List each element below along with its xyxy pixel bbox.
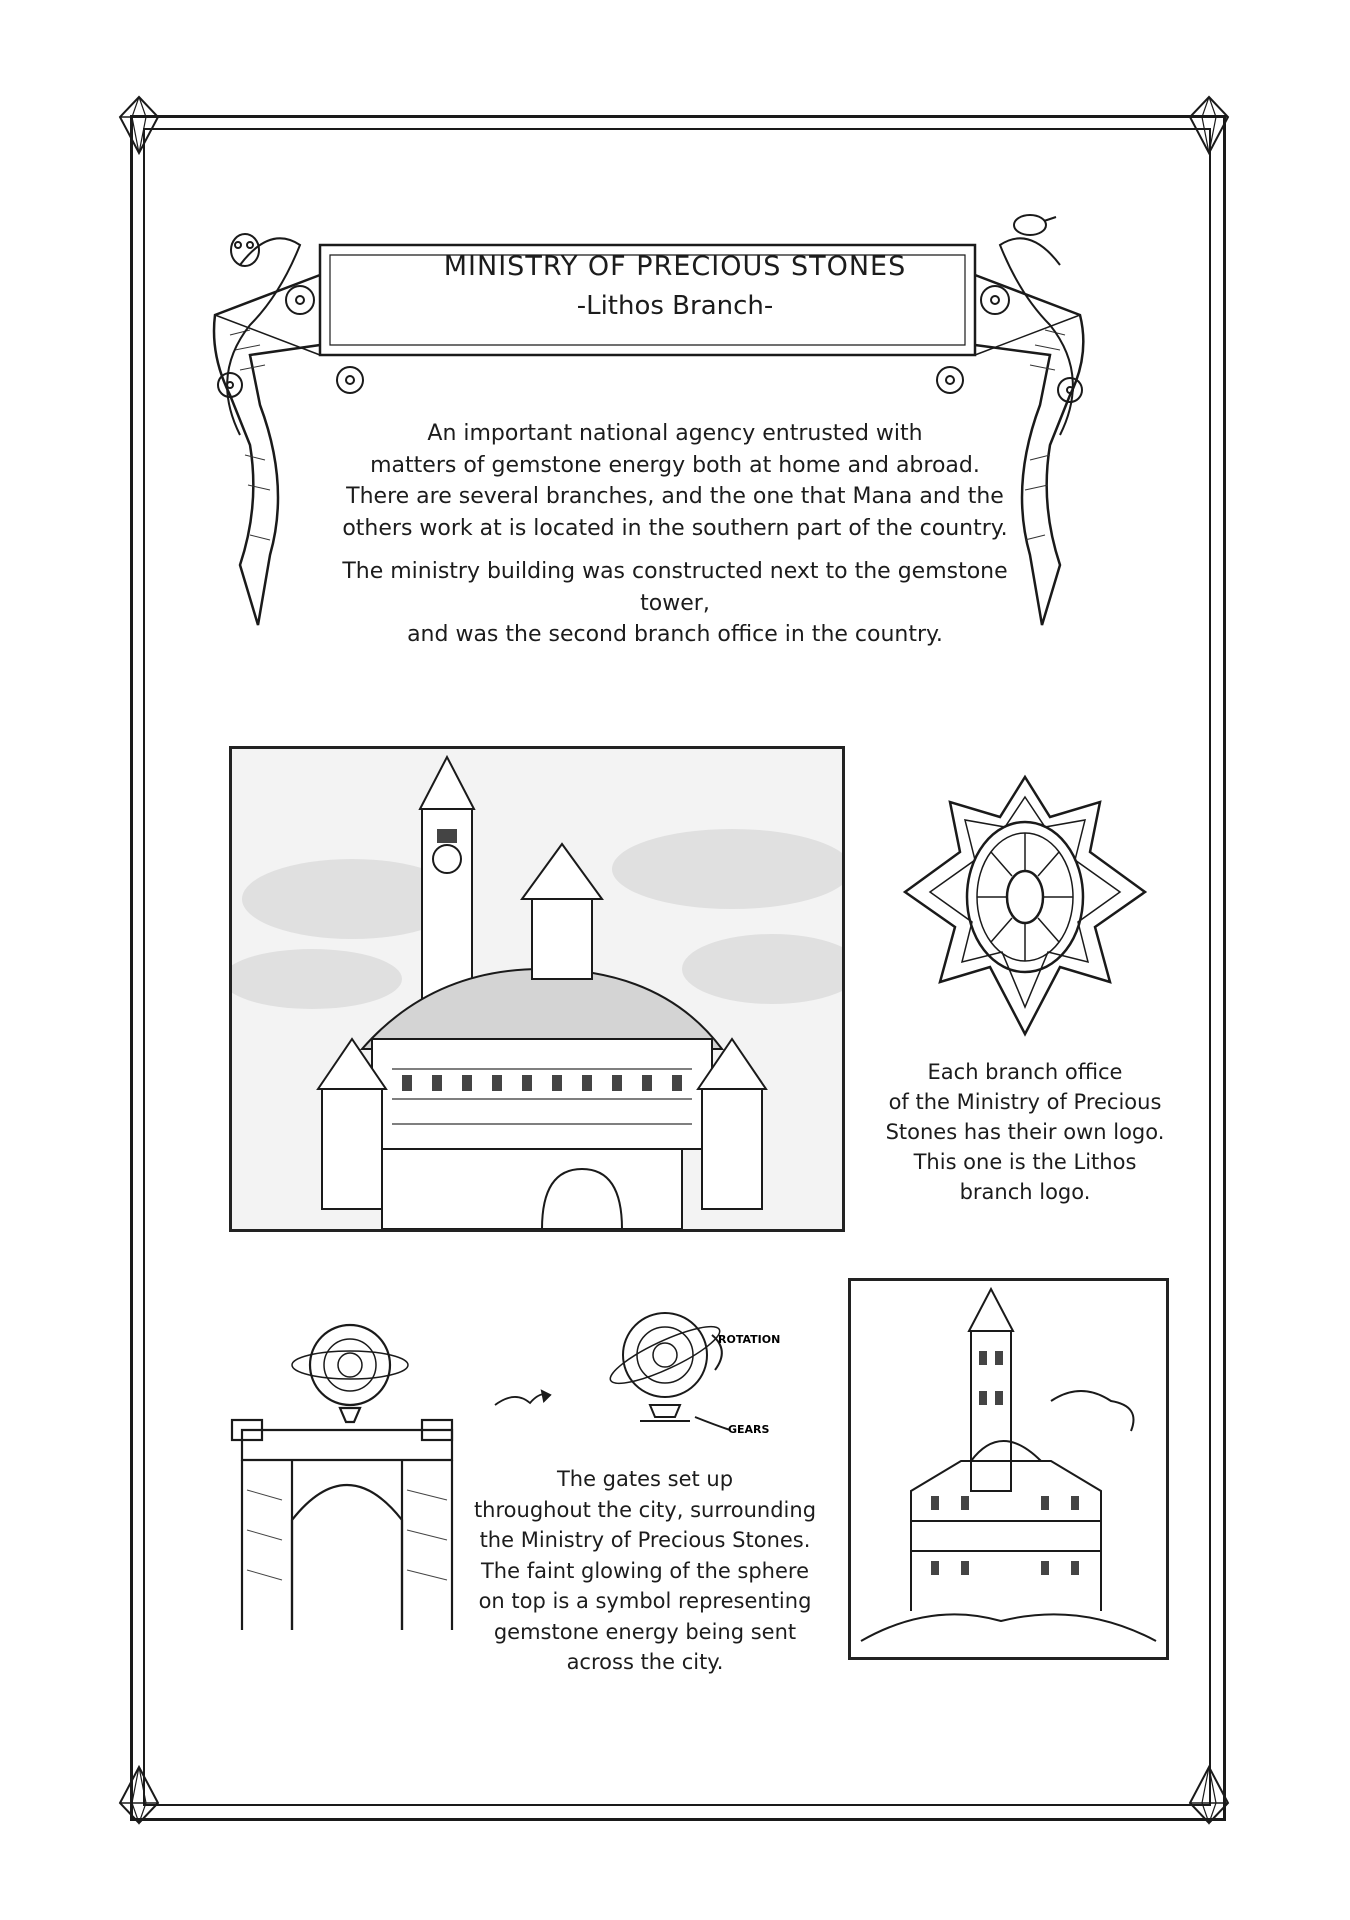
intro-line: others work at is located in the southern part of the country. <box>342 515 1008 541</box>
logo-caption-line: Stones has their own logo. <box>885 1120 1165 1144</box>
city-gate-sketch <box>222 1300 462 1640</box>
page-title: MINISTRY OF PRECIOUS STONES <box>443 251 907 282</box>
gate-caption-line: across the city. <box>566 1650 724 1674</box>
page-subtitle: -Lithos Branch- <box>576 291 774 321</box>
logo-caption-line: branch logo. <box>959 1180 1091 1204</box>
intro-text <box>330 418 1020 651</box>
corner-gem-icon <box>116 1765 162 1825</box>
gears-label: GEARS <box>728 1423 770 1436</box>
gate-caption-line: gemstone energy being sent <box>493 1619 797 1644</box>
corner-gem-icon <box>1186 95 1232 155</box>
intro-line: An important national agency entrusted with <box>427 421 923 446</box>
ministry-building-illustration <box>229 746 845 1232</box>
logo-caption-line: of the Ministry of Precious <box>888 1090 1162 1114</box>
tower-sketch-panel <box>848 1278 1169 1660</box>
gate-caption-line: the Ministry of Precious Stones. <box>479 1528 811 1552</box>
lithos-branch-logo <box>900 772 1150 1040</box>
gate-caption <box>470 1464 820 1678</box>
gate-caption-line: The gates set up <box>556 1467 734 1491</box>
intro-line: The ministry building was constructed next to the gemstone tower, <box>342 559 1008 616</box>
logo-caption <box>860 1057 1190 1207</box>
intro-line: and was the second branch office in the country. <box>407 622 943 647</box>
intro-line: matters of gemstone energy both at home and abroad. <box>370 452 980 478</box>
logo-caption-line: Each branch office <box>927 1060 1123 1084</box>
gate-caption-line: on top is a symbol representing <box>478 1589 812 1613</box>
corner-gem-icon <box>116 95 162 155</box>
gate-caption-line: throughout the city, surrounding <box>473 1497 817 1522</box>
gate-caption-line: The faint glowing of the sphere <box>480 1558 810 1583</box>
logo-caption-line: This one is the Lithos <box>913 1150 1137 1174</box>
sphere-gear-diagram <box>490 1295 790 1445</box>
corner-gem-icon <box>1186 1765 1232 1825</box>
intro-line: There are several branches, and the one that Mana and the <box>346 484 1004 509</box>
rotation-label: ROTATION <box>718 1333 781 1346</box>
